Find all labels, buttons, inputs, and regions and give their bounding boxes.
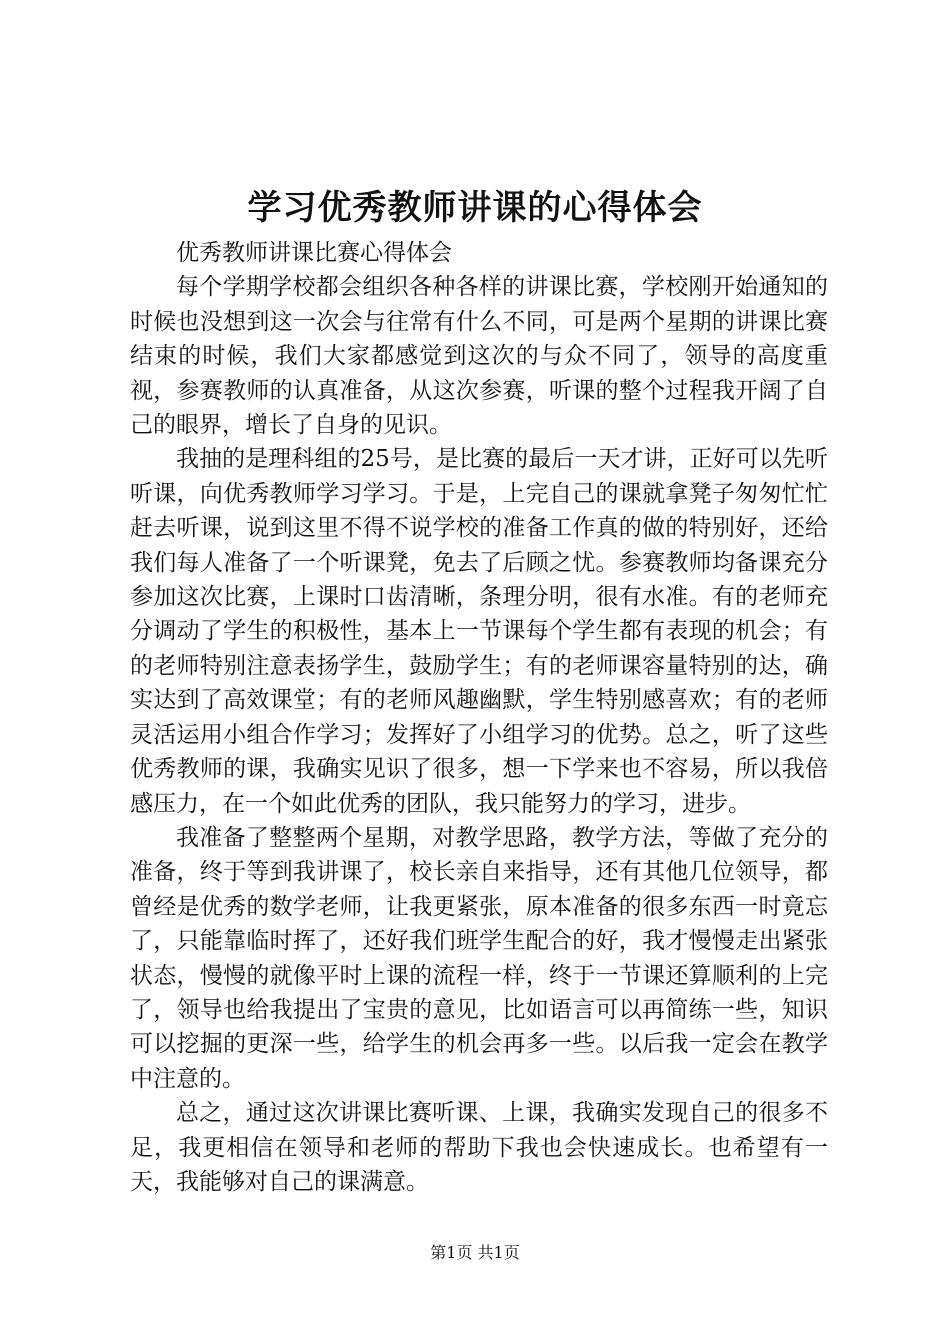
paragraph: 我准备了整整两个星期，对教学思路，教学方法，等做了充分的准备，终于等到我讲课了，校长亲自来指导，还有其他几位领导，都曾经是优秀的数学老师，让我更紧张，原本准备的很多东西一时竟忘了，只能靠临时挥了，还好我们班学生配合的好，我才慢慢走出紧张状态，慢慢的就像平时上课的流程一样，终于一节课还算顺利的上完了，领导也给我提出了宝贵的意见，比如语言可以再简练一些，知识可以挖掘的更深一些，给学生的机会再多一些。以后我一定会在教学中注意的。	[130, 824, 828, 1092]
paragraph: 每个学期学校都会组织各种各样的讲课比赛，学校刚开始通知的时候也没想到这一次会与往常有什么不同，可是两个星期的讲课比赛结束的时候，我们大家都感觉到这次的与众不同了，领导的高度重视，参赛教师的认真准备，从这次参赛，听课的整个过程我开阔了自己的眼界，增长了自身的见识。	[130, 274, 828, 439]
page-footer: 第1页 共1页	[430, 1243, 520, 1262]
document-title: 学习优秀教师讲课的心得体会	[247, 188, 703, 228]
document-body	[130, 236, 828, 1199]
paragraph: 我抽的是理科组的25号，是比赛的最后一天才讲，正好可以先听听课，向优秀教师学习学习。于是，上完自己的课就拿凳子匆匆忙忙赶去听课，说到这里不得不说学校的准备工作真的做的特别好，还给我们每人准备了一个听课凳，免去了后顾之忧。参赛教师均备课充分参加这次比赛，上课时口齿清晰，条理分明，很有水准。有的老师充分调动了学生的积极性，基本上一节课每个学生都有表现的机会；有的老师特别注意表扬学生，鼓励学生；有的老师课容量特别的达，确实达到了高效课堂；有的老师风趣幽默，学生特别感喜欢；有的老师灵活运用小组合作学习；发挥好了小组学习的优势。总之，听了这些优秀教师的课，我确实见识了很多，想一下学来也不容易，所以我倍感压力，在一个如此优秀的团队，我只能努力的学习，进步。	[130, 446, 828, 817]
paragraph-subtitle: 优秀教师讲课比赛心得体会	[176, 240, 452, 266]
paragraph: 总之，通过这次讲课比赛听课、上课，我确实发现自己的很多不足，我更相信在领导和老师的帮助下我也会快速成长。也希望有一天，我能够对自己的课满意。	[130, 1100, 828, 1195]
